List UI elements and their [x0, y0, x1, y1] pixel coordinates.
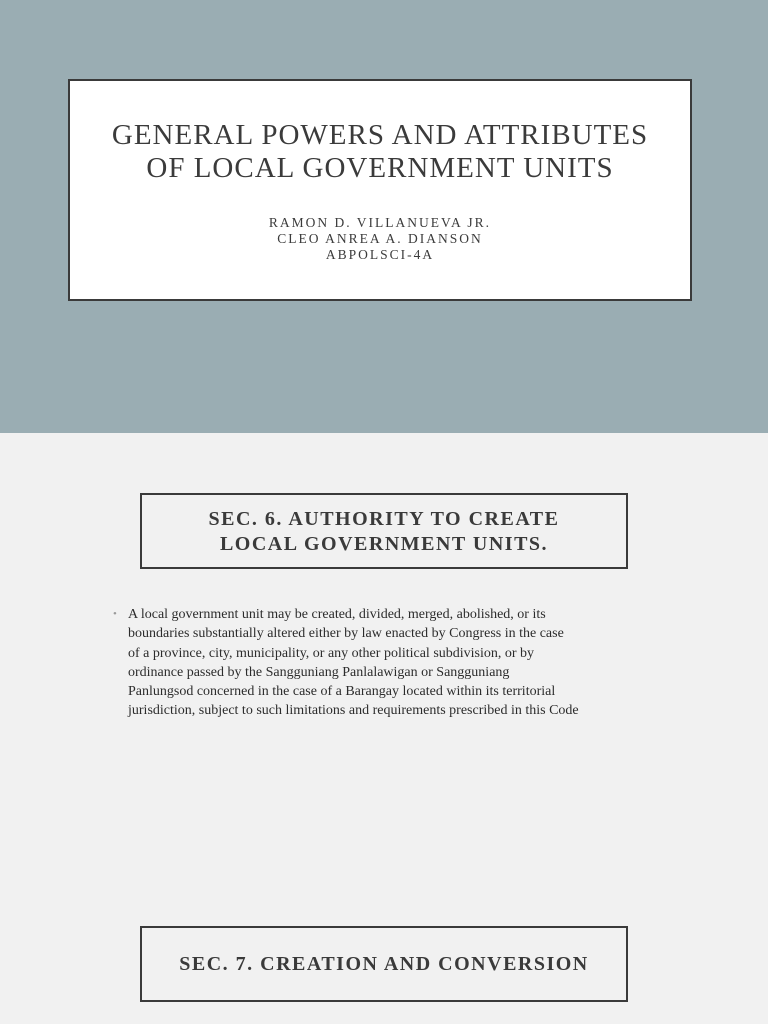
bullet-line: Panlungsod concerned in the case of a Barangay located within its territorial	[128, 684, 556, 700]
bullet-line: ordinance passed by the Sangguniang Panlalawigan or Sangguniang	[128, 664, 510, 680]
section-heading-line: LOCAL GOVERNMENT UNITS.	[219, 533, 549, 555]
bullet-paragraph	[113, 605, 653, 721]
author-name: RAMON D. VILLANUEVA JR.	[268, 215, 492, 230]
presentation-title	[80, 119, 680, 185]
bullet-line: jurisdiction, subject to such limitations and requirements prescribed in this Code	[128, 703, 579, 719]
author-block	[70, 215, 690, 263]
course-section: ABPOLSCI-4A	[325, 247, 435, 262]
bullet-line: of a province, city, municipality, or any other political subdivision, or by	[128, 645, 535, 661]
title-line: OF LOCAL GOVERNMENT UNITS	[146, 152, 614, 184]
content-slide	[0, 433, 768, 1024]
section-heading-line: SEC. 6. AUTHORITY TO CREATE	[208, 508, 560, 530]
title-box	[68, 79, 692, 301]
author-name: CLEO ANREA A. DIANSON	[277, 231, 483, 246]
title-slide	[0, 0, 768, 433]
section-7-heading	[140, 926, 628, 1002]
title-line: GENERAL POWERS AND ATTRIBUTES	[111, 119, 649, 151]
bullet-line: boundaries substantially altered either by law enacted by Congress in the case	[128, 626, 564, 642]
section-heading-line: SEC. 7. CREATION AND CONVERSION	[179, 953, 589, 975]
bullet-text	[128, 605, 653, 721]
bullet-icon: •	[113, 608, 117, 620]
section-6-heading	[140, 493, 628, 569]
bullet-line: A local government unit may be created, divided, merged, abolished, or its	[128, 607, 546, 622]
